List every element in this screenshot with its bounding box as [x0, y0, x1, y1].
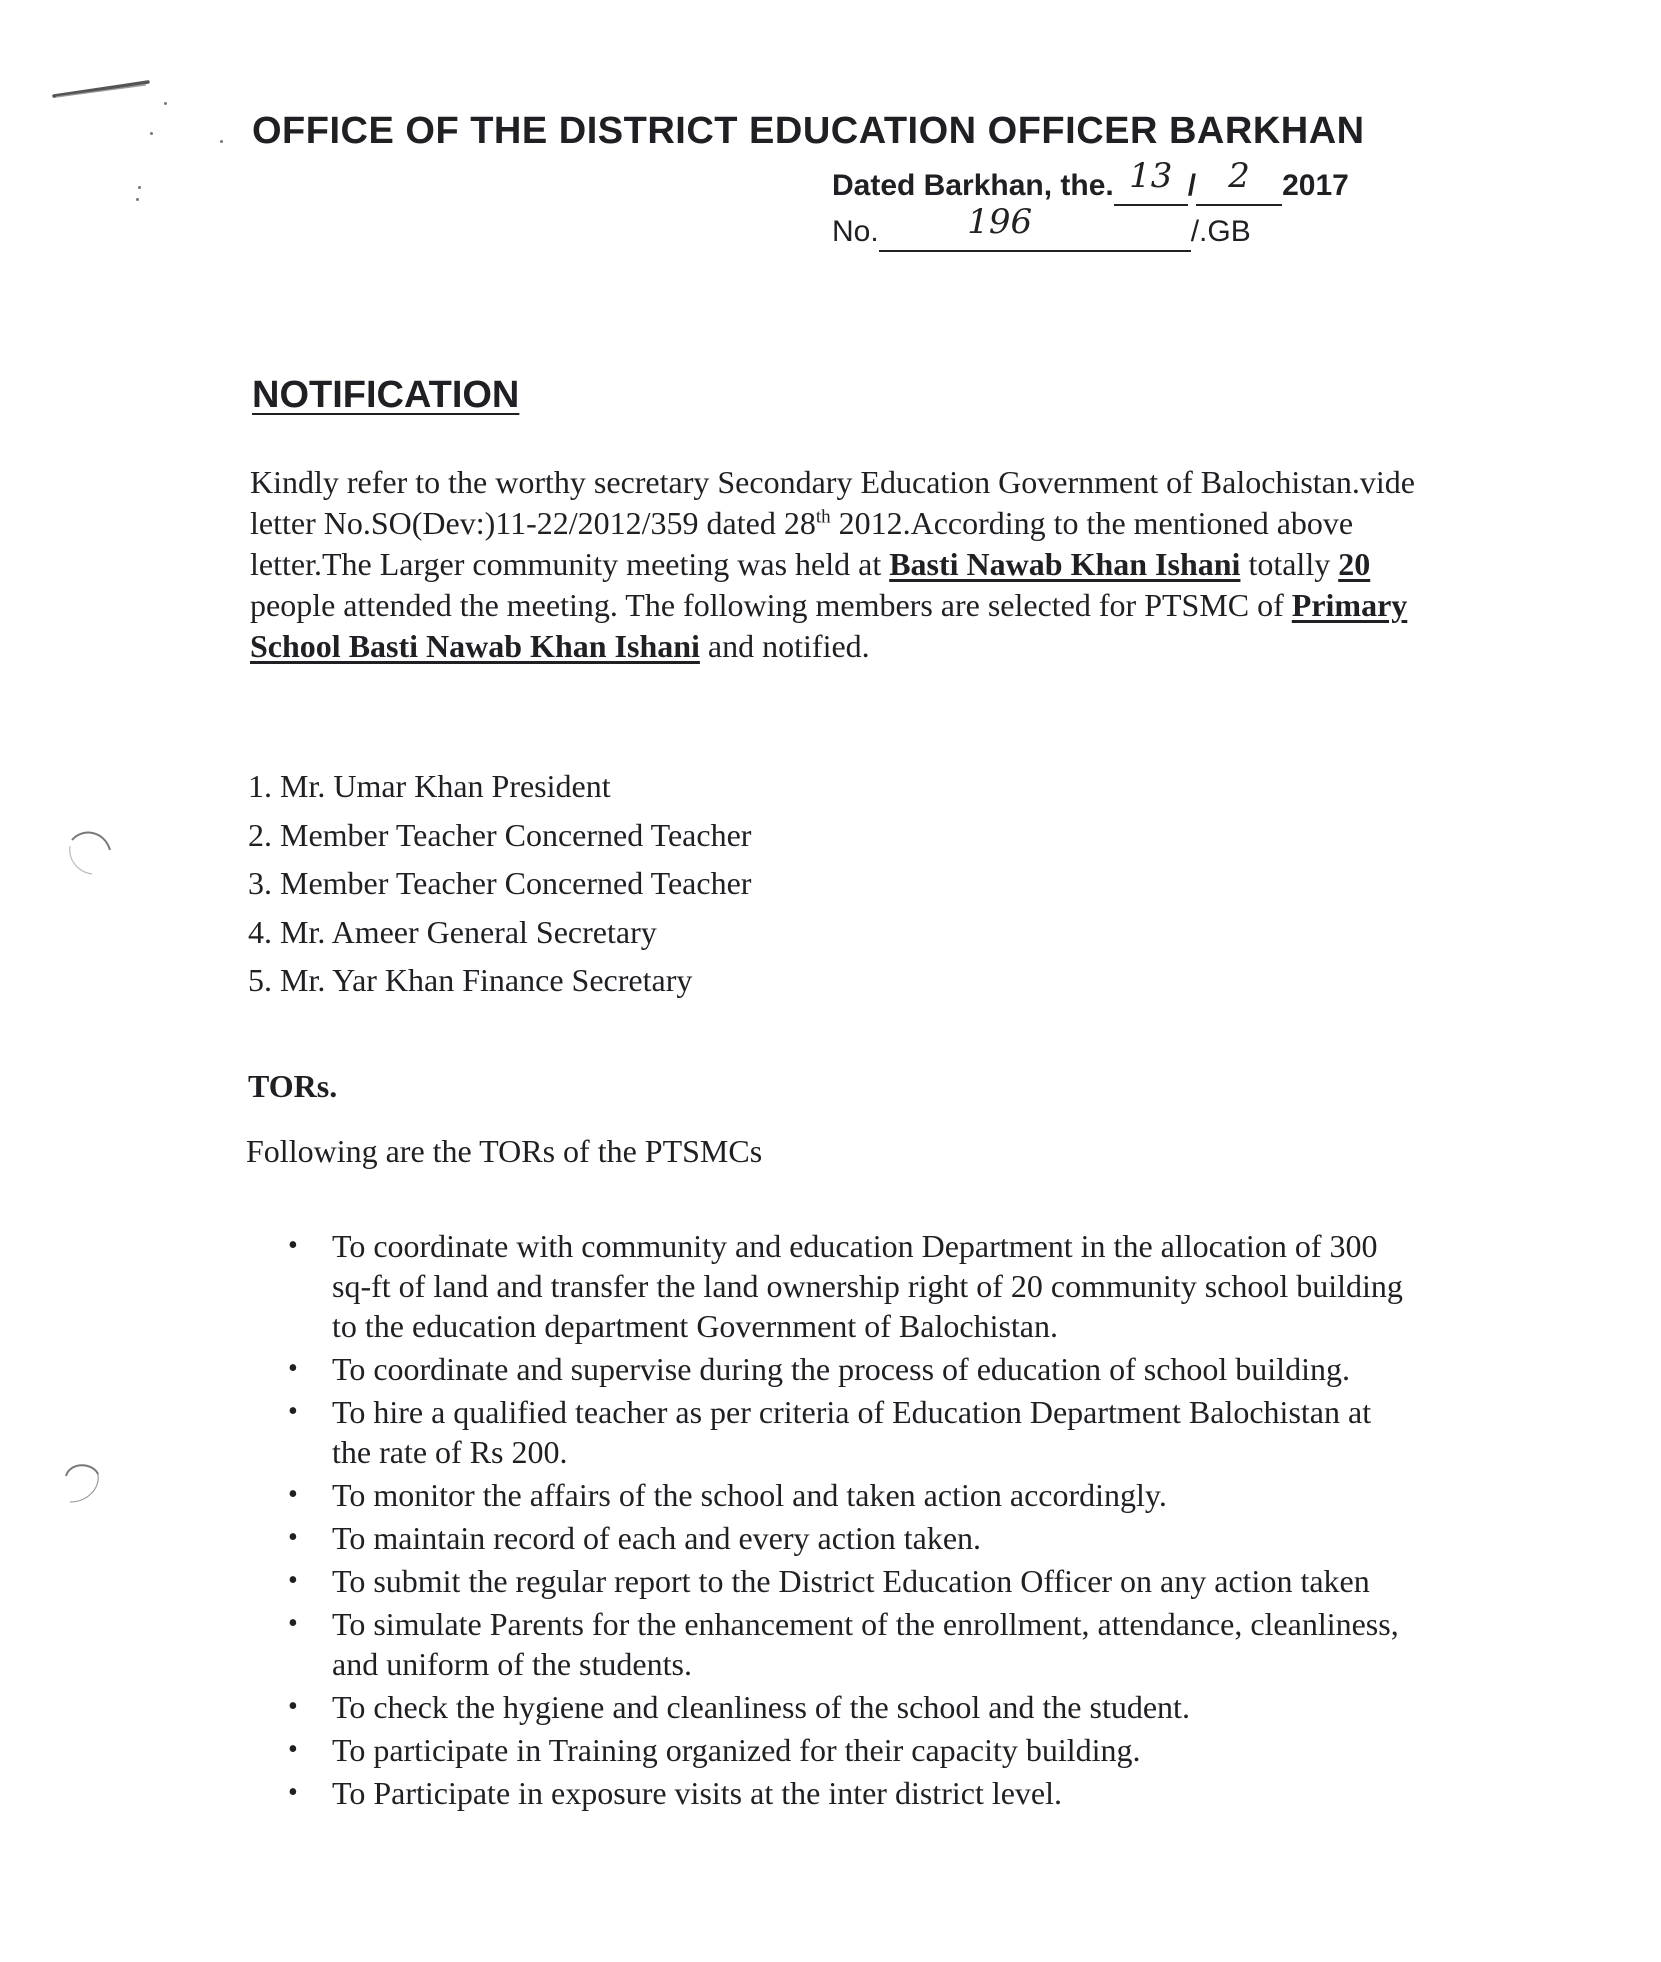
intro-text-3: totally	[1240, 546, 1339, 582]
ref-suffix: /.GB	[1190, 215, 1251, 248]
tor-text: To participate in Training organized for their capacity building.	[332, 1732, 1141, 1768]
tor-item	[288, 1392, 1418, 1472]
tor-text: To simulate Parents for the enhancement of the enrollment, attendance, cleanliness, and uniform of the students.	[332, 1606, 1399, 1682]
school-name: Primary School Basti Nawab Khan Ishani	[250, 587, 1408, 664]
meeting-place: Basti Nawab Khan Ishani	[889, 546, 1241, 582]
tor-item	[288, 1561, 1418, 1601]
tor-text: To Participate in exposure visits at the inter district level.	[332, 1775, 1063, 1811]
bullet-icon: •	[288, 1396, 298, 1427]
tors-heading: TORs.	[248, 1068, 338, 1104]
tor-item	[288, 1604, 1418, 1684]
tor-text: To coordinate and supervise during the process of education of school building.	[332, 1351, 1350, 1387]
tor-text: To submit the regular report to the District Education Officer on any action taken	[332, 1563, 1370, 1599]
date-month-handwritten: 2	[1228, 156, 1250, 196]
tor-text: To maintain record of each and every action taken.	[332, 1520, 982, 1556]
office-title: OFFICE OF THE DISTRICT EDUCATION OFFICER BARKHAN	[252, 110, 1365, 152]
punch-hole-mark	[56, 1456, 106, 1508]
date-prefix: Dated Barkhan, the.	[832, 169, 1114, 202]
member-item: 3. Member Teacher Concerned Teacher	[248, 865, 752, 901]
tors-intro: Following are the TORs of the PTSMCs	[246, 1133, 763, 1169]
attendee-count: 20	[1338, 546, 1371, 582]
staple-mark	[52, 78, 152, 100]
bullet-icon: •	[288, 1608, 298, 1639]
intro-text-4: people attended the meeting. The following members are selected for PTSMC of	[250, 587, 1292, 623]
date-day-field	[1114, 156, 1188, 206]
bullet-icon: •	[288, 1479, 298, 1510]
tor-item	[288, 1773, 1418, 1813]
member-item: 5. Mr. Yar Khan Finance Secretary	[248, 962, 693, 998]
bullet-icon: •	[288, 1522, 298, 1553]
ref-prefix: No.	[832, 215, 879, 248]
intro-text-1: Kindly refer to the worthy secretary Secondary Education Government of Balochistan.vide letter No.SO(Dev:)11-22/2012/359 dated 28	[250, 464, 1415, 541]
bullet-icon: •	[288, 1734, 298, 1765]
tor-text: To hire a qualified teacher as per criteria of Education Department Balochistan at the rate of Rs 200.	[332, 1394, 1372, 1470]
scan-speck	[164, 102, 167, 105]
date-month-field	[1196, 156, 1282, 206]
date-year: 2017	[1282, 169, 1349, 202]
tor-text: To coordinate with community and education Department in the allocation of 300 sq-ft of land and transfer the land ownership right of 20 community school building to the education department Government of Balochistan.	[332, 1228, 1403, 1344]
ref-number-field	[879, 202, 1191, 252]
ordinal-suffix: th	[815, 506, 831, 528]
tor-text: To monitor the affairs of the school and taken action accordingly.	[332, 1477, 1167, 1513]
punch-hole-mark	[64, 826, 114, 878]
tor-item	[288, 1518, 1418, 1558]
tors-list	[288, 1226, 1418, 1816]
ref-number-handwritten: 196	[967, 202, 1033, 242]
reference-line	[832, 202, 1251, 252]
notification-heading: NOTIFICATION	[252, 374, 520, 416]
intro-paragraph	[250, 462, 1415, 667]
member-item: 2. Member Teacher Concerned Teacher	[248, 816, 752, 853]
intro-text-5: and notified.	[699, 628, 870, 664]
tor-text: To check the hygiene and cleanliness of the school and the student.	[332, 1689, 1190, 1725]
date-line	[832, 156, 1349, 206]
members-list	[248, 762, 751, 1005]
bullet-icon: •	[288, 1230, 298, 1261]
intro-text-2: 2012.According to the mentioned above letter.The Larger community meeting was held at	[250, 505, 1354, 582]
scan-speck	[220, 140, 223, 143]
bullet-icon: •	[288, 1691, 298, 1722]
scan-speck	[138, 186, 141, 189]
tor-item	[288, 1687, 1418, 1727]
bullet-icon: •	[288, 1353, 298, 1384]
tor-item	[288, 1730, 1418, 1770]
date-day-handwritten: 13	[1129, 156, 1173, 196]
scan-speck	[150, 132, 153, 135]
member-item: 1. Mr. Umar Khan President	[248, 768, 611, 804]
scan-speck	[136, 198, 139, 201]
bullet-icon: •	[288, 1565, 298, 1596]
bullet-icon: •	[288, 1777, 298, 1808]
member-item: 4. Mr. Ameer General Secretary	[248, 913, 657, 950]
tor-item	[288, 1226, 1418, 1346]
tor-item	[288, 1349, 1418, 1389]
tor-item	[288, 1475, 1418, 1515]
date-separator: /	[1187, 169, 1197, 202]
